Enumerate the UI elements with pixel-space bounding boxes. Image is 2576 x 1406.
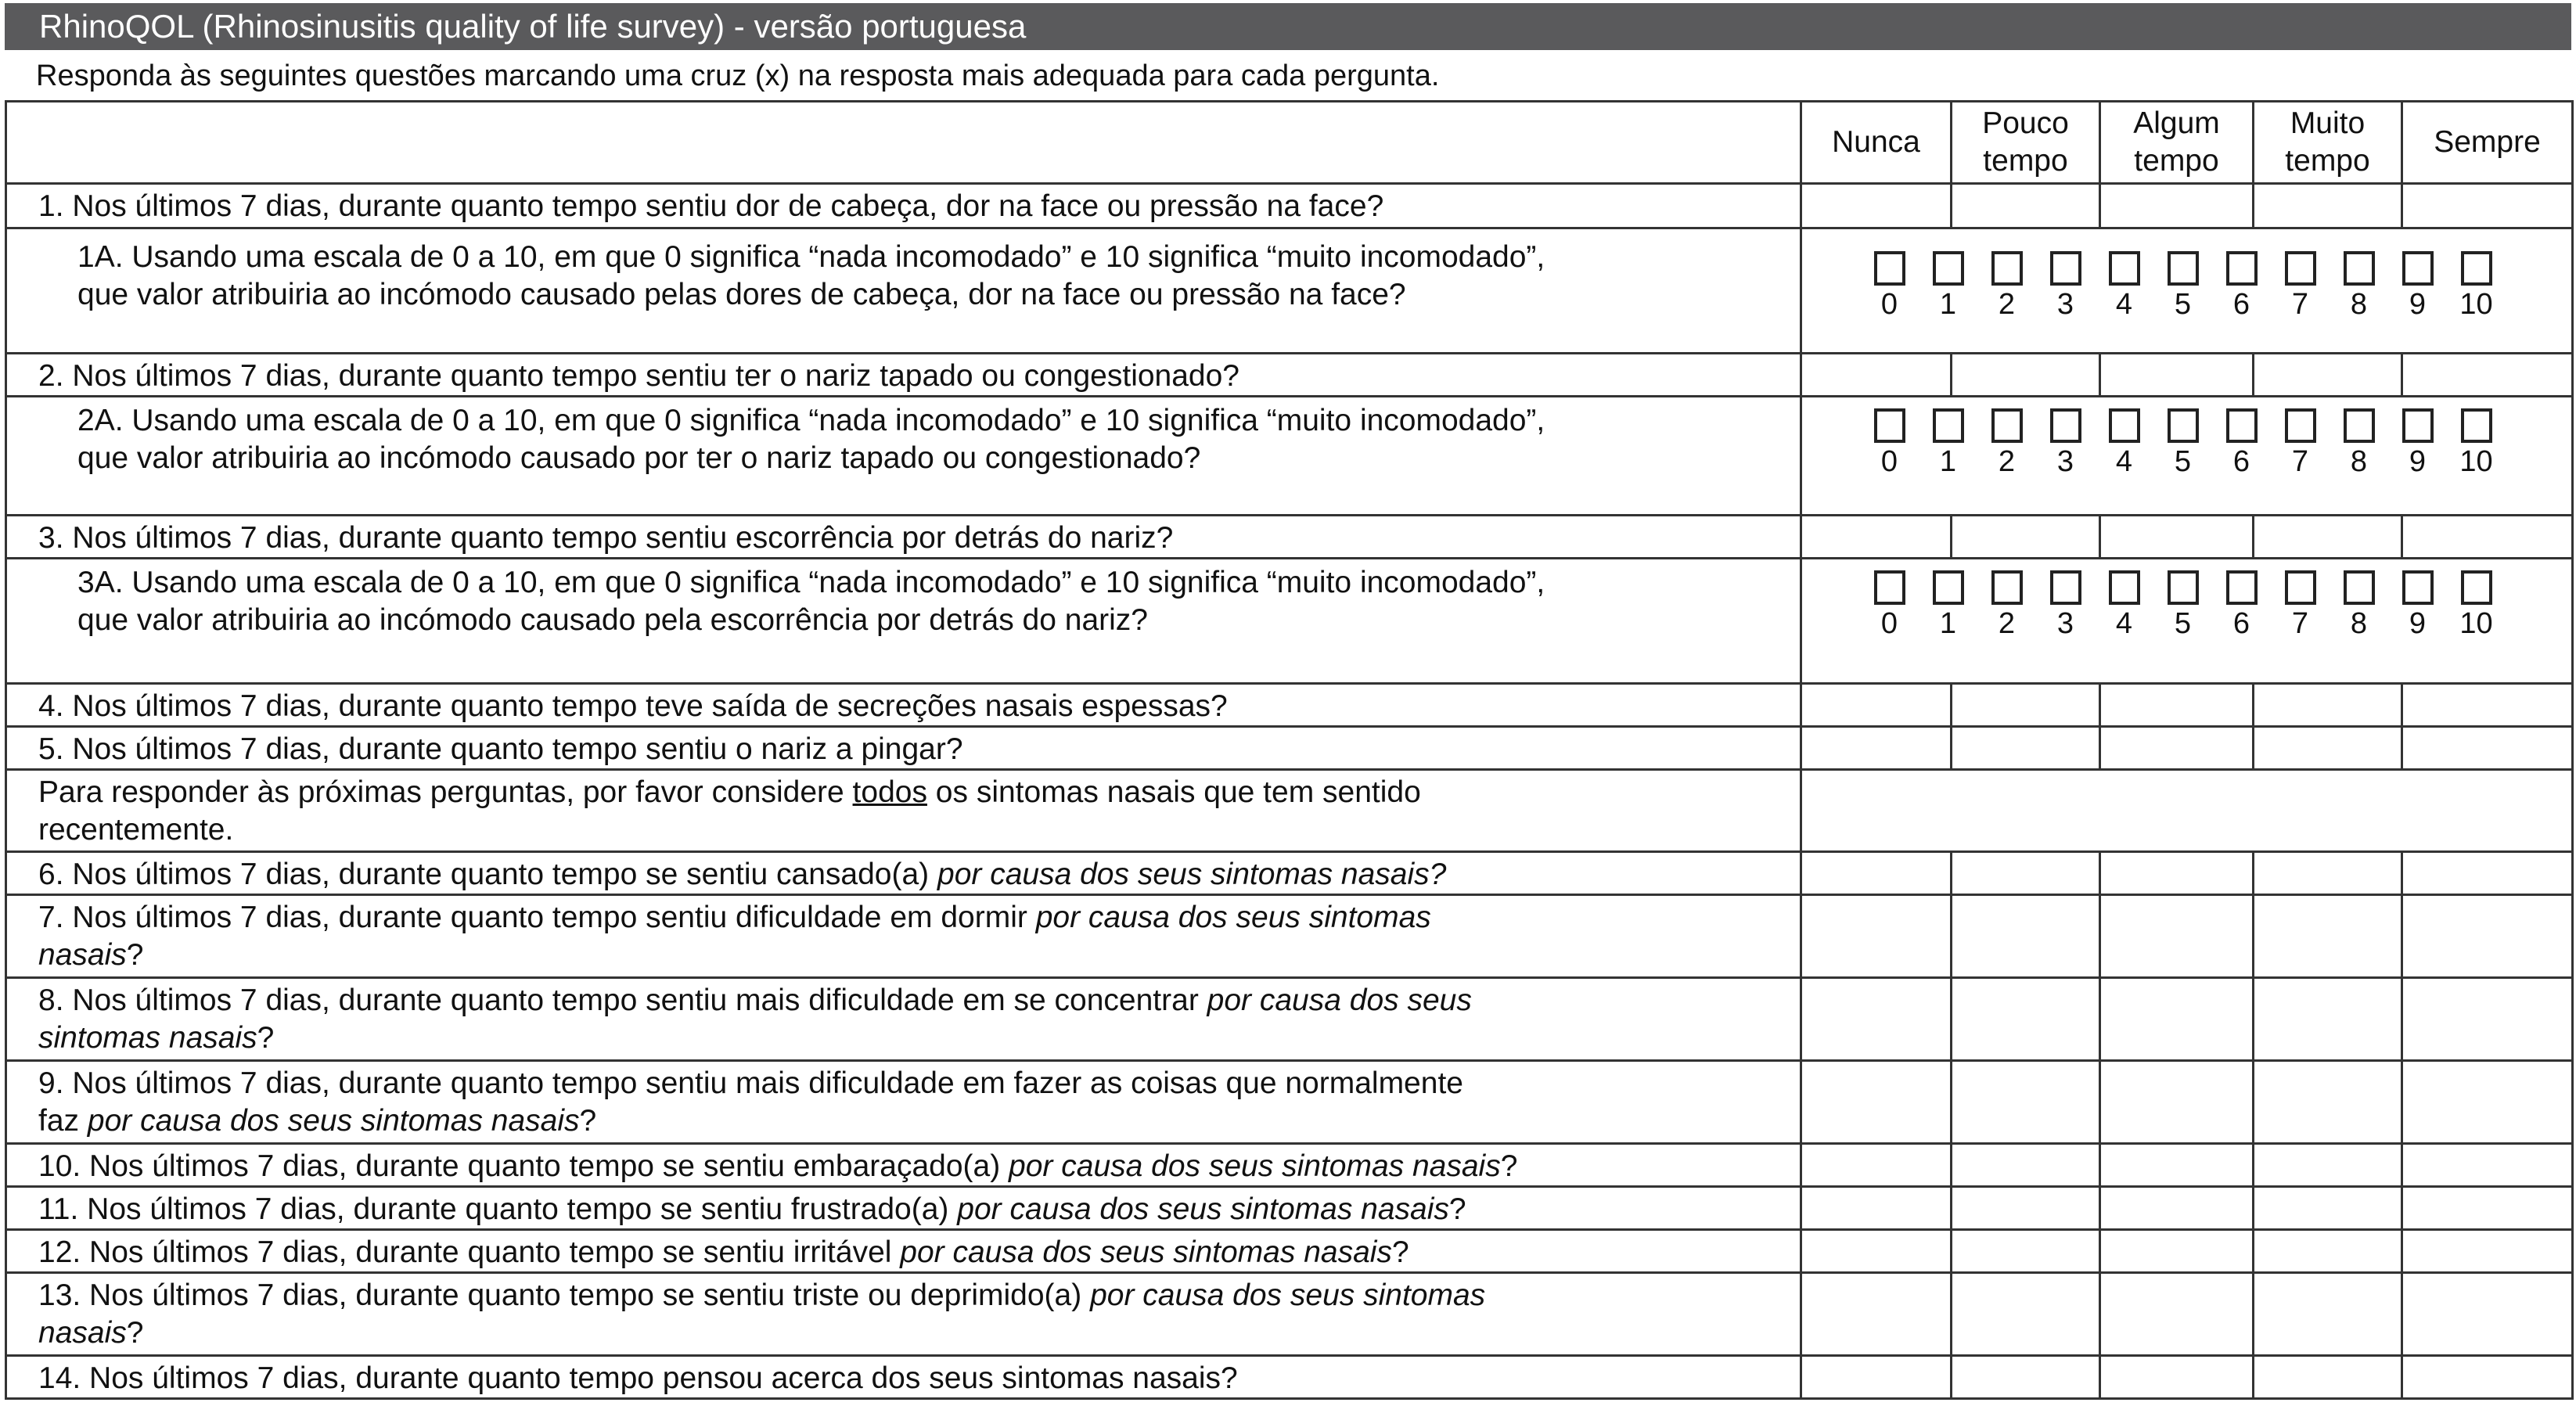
scale-value-label: 10 — [2459, 288, 2493, 321]
checkbox[interactable] — [2109, 408, 2140, 443]
underlined-word: todos — [852, 775, 927, 809]
scale-option[interactable] — [2036, 570, 2095, 641]
scale-value-label: 4 — [2115, 445, 2133, 478]
checkbox[interactable] — [1991, 251, 2023, 286]
answer-cell-muito-tempo[interactable] — [2254, 184, 2402, 228]
question-12-text: 12. Nos últimos 7 dias, durante quanto tempo se sentiu irritável por causa dos seus sintomas nasais? — [6, 1230, 1801, 1273]
checkbox[interactable] — [1991, 570, 2023, 605]
question-row-1a — [6, 228, 2573, 354]
answer-cell-nunca[interactable] — [1801, 1061, 1952, 1144]
answer-cell-pouco-tempo[interactable] — [1952, 184, 2100, 228]
answer-cell-sempre[interactable] — [2402, 852, 2573, 895]
answer-cell-pouco-tempo[interactable] — [1952, 852, 2100, 895]
checkbox[interactable] — [2226, 570, 2258, 605]
scale-value-label: 1 — [1939, 288, 1957, 321]
answer-cell-muito-tempo[interactable] — [2254, 1061, 2402, 1144]
checkbox[interactable] — [2402, 408, 2434, 443]
answer-cell-pouco-tempo[interactable] — [1952, 1273, 2100, 1356]
answer-cell-sempre[interactable] — [2402, 727, 2573, 770]
answer-cell-sempre[interactable] — [2402, 1144, 2573, 1187]
answer-cell-algum-tempo[interactable] — [2100, 184, 2254, 228]
answer-cell-nunca[interactable] — [1801, 1144, 1952, 1187]
question-6-text: 6. Nos últimos 7 dias, durante quanto tempo se sentiu cansado(a) por causa dos seus sintomas nasais? — [6, 852, 1801, 895]
instruction-row — [6, 770, 2573, 852]
scale-option[interactable] — [2212, 570, 2271, 641]
column-header-sempre: Sempre — [2402, 102, 2573, 184]
checkbox[interactable] — [2344, 251, 2375, 286]
answer-cell-muito-tempo[interactable] — [2254, 354, 2402, 397]
answer-cell-algum-tempo[interactable] — [2100, 852, 2254, 895]
checkbox[interactable] — [2109, 251, 2140, 286]
question-row-3a — [6, 559, 2573, 684]
scale-option[interactable] — [2447, 408, 2506, 479]
scale-value-label: 2 — [1998, 607, 2016, 640]
answer-cell-algum-tempo[interactable] — [2100, 1187, 2254, 1230]
scale-option[interactable] — [2153, 570, 2212, 641]
checkbox[interactable] — [2285, 251, 2316, 286]
scale-option[interactable] — [2330, 408, 2388, 479]
scale-option[interactable] — [2095, 251, 2153, 322]
scale-option[interactable] — [2271, 251, 2330, 322]
scale-option[interactable] — [2036, 408, 2095, 479]
answer-cell-muito-tempo[interactable] — [2254, 1273, 2402, 1356]
checkbox[interactable] — [2226, 408, 2258, 443]
rating-scale-2a — [1801, 397, 2573, 516]
scale-value-label: 3 — [2056, 607, 2074, 640]
answer-cell-algum-tempo[interactable] — [2100, 1356, 2254, 1399]
checkbox[interactable] — [1874, 251, 1905, 286]
checkbox[interactable] — [2226, 251, 2258, 286]
answer-cell-sempre[interactable] — [2402, 1187, 2573, 1230]
answer-cell-nunca[interactable] — [1801, 1187, 1952, 1230]
survey-title: RhinoQOL (Rhinosinusitis quality of life survey) - versão portuguesa — [5, 3, 2571, 50]
answer-cell-muito-tempo[interactable] — [2254, 1144, 2402, 1187]
answer-cell-muito-tempo[interactable] — [2254, 852, 2402, 895]
answer-cell-pouco-tempo[interactable] — [1952, 354, 2100, 397]
scale-value-label: 3 — [2056, 288, 2074, 321]
scale-value-label: 8 — [2350, 288, 2368, 321]
scale-option[interactable] — [2388, 251, 2447, 322]
checkbox[interactable] — [2050, 408, 2081, 443]
question-column-header — [6, 102, 1801, 184]
scale-value-label: 1 — [1939, 607, 1957, 640]
checkbox[interactable] — [2109, 570, 2140, 605]
answer-cell-sempre[interactable] — [2402, 184, 2573, 228]
scale-option[interactable] — [1860, 408, 1919, 479]
scale-option[interactable] — [2153, 408, 2212, 479]
answer-cell-sempre[interactable] — [2402, 1356, 2573, 1399]
checkbox[interactable] — [2461, 408, 2492, 443]
answer-cell-pouco-tempo[interactable] — [1952, 727, 2100, 770]
blank-cell — [1801, 770, 2573, 852]
checkbox[interactable] — [2285, 570, 2316, 605]
scale-option[interactable] — [1919, 408, 1977, 479]
question-2-text: 2. Nos últimos 7 dias, durante quanto tempo sentiu ter o nariz tapado ou congestionado? — [6, 354, 1801, 397]
instructions-text: Responda às seguintes questões marcando uma cruz (x) na resposta mais adequada para cada pergunta. — [36, 59, 1440, 92]
answer-cell-algum-tempo[interactable] — [2100, 895, 2254, 978]
answer-cell-algum-tempo[interactable] — [2100, 1273, 2254, 1356]
scale-value-label: 8 — [2350, 607, 2368, 640]
question-3-text: 3. Nos últimos 7 dias, durante quanto tempo sentiu escorrência por detrás do nariz? — [6, 516, 1801, 559]
scale-value-label: 0 — [1880, 288, 1898, 321]
scale-value-label: 5 — [2174, 607, 2192, 640]
answer-cell-nunca[interactable] — [1801, 727, 1952, 770]
checkbox[interactable] — [2461, 570, 2492, 605]
answer-cell-pouco-tempo[interactable] — [1952, 1356, 2100, 1399]
question-row-2a — [6, 397, 2573, 516]
scale-option[interactable] — [1860, 570, 1919, 641]
scale-option[interactable] — [2271, 408, 2330, 479]
question-1-text: 1. Nos últimos 7 dias, durante quanto tempo sentiu dor de cabeça, dor na face ou pressão na face? — [6, 184, 1801, 228]
scale-value-label: 6 — [2232, 288, 2250, 321]
scale-option[interactable] — [2330, 251, 2388, 322]
question-row-8 — [6, 978, 2573, 1061]
answer-cell-pouco-tempo[interactable] — [1952, 684, 2100, 727]
scale-value-label: 1 — [1939, 445, 1957, 478]
checkbox[interactable] — [1933, 408, 1964, 443]
question-row-11 — [6, 1187, 2573, 1230]
scale-option[interactable] — [2330, 570, 2388, 641]
scale-value-label: 0 — [1880, 445, 1898, 478]
answer-cell-algum-tempo[interactable] — [2100, 354, 2254, 397]
question-3a-text: 3A. Usando uma escala de 0 a 10, em que 0 significa “nada incomodado” e 10 significa “muito incomodado”, que valor atribuiria ao incómodo causado pela escorrência por detrás do nariz? — [6, 559, 1801, 684]
checkbox[interactable] — [1933, 251, 1964, 286]
answer-cell-muito-tempo[interactable] — [2254, 516, 2402, 559]
scale-value-label: 8 — [2350, 445, 2368, 478]
checkbox[interactable] — [2402, 251, 2434, 286]
scale-value-label: 7 — [2291, 607, 2309, 640]
answer-cell-nunca[interactable] — [1801, 1230, 1952, 1273]
checkbox[interactable] — [2285, 408, 2316, 443]
question-13-text: 13. Nos últimos 7 dias, durante quanto tempo se sentiu triste ou deprimido(a) por causa dos seus sintomas nasais? — [6, 1273, 1801, 1356]
scale-option[interactable] — [2212, 251, 2271, 322]
scale-value-label: 10 — [2459, 607, 2493, 640]
question-8-text: 8. Nos últimos 7 dias, durante quanto tempo sentiu mais dificuldade em se concentrar por causa dos seus sintomas nasais? — [6, 978, 1801, 1061]
checkbox[interactable] — [2168, 570, 2199, 605]
question-10-text: 10. Nos últimos 7 dias, durante quanto tempo se sentiu embaraçado(a) por causa dos seus sintomas nasais? — [6, 1144, 1801, 1187]
column-header-algum-tempo: Algum tempo — [2100, 102, 2254, 184]
answer-cell-muito-tempo[interactable] — [2254, 684, 2402, 727]
question-row-1 — [6, 184, 2573, 228]
checkbox[interactable] — [1874, 570, 1905, 605]
checkbox[interactable] — [2050, 251, 2081, 286]
answer-cell-pouco-tempo[interactable] — [1952, 895, 2100, 978]
question-4-text: 4. Nos últimos 7 dias, durante quanto tempo teve saída de secreções nasais espessas? — [6, 684, 1801, 727]
answer-cell-nunca[interactable] — [1801, 852, 1952, 895]
scale-option[interactable] — [2447, 570, 2506, 641]
answer-cell-nunca[interactable] — [1801, 978, 1952, 1061]
scale-value-label: 6 — [2232, 445, 2250, 478]
question-row-9 — [6, 1061, 2573, 1144]
answer-cell-nunca[interactable] — [1801, 1273, 1952, 1356]
answer-cell-algum-tempo[interactable] — [2100, 516, 2254, 559]
checkbox[interactable] — [2402, 570, 2434, 605]
checkbox[interactable] — [2344, 408, 2375, 443]
answer-cell-nunca[interactable] — [1801, 1356, 1952, 1399]
rating-scale-1a — [1801, 228, 2573, 354]
question-9-text: 9. Nos últimos 7 dias, durante quanto tempo sentiu mais dificuldade em fazer as coisas que normalmente faz por causa dos seus sintomas nasais? — [6, 1061, 1801, 1144]
question-row-13 — [6, 1273, 2573, 1356]
answer-cell-sempre[interactable] — [2402, 1230, 2573, 1273]
scale-option[interactable] — [2271, 570, 2330, 641]
answer-cell-sempre[interactable] — [2402, 1061, 2573, 1144]
checkbox[interactable] — [2168, 251, 2199, 286]
answer-cell-nunca[interactable] — [1801, 684, 1952, 727]
answer-cell-algum-tempo[interactable] — [2100, 684, 2254, 727]
scale-value-label: 4 — [2115, 607, 2133, 640]
question-row-7 — [6, 895, 2573, 978]
answer-cell-pouco-tempo[interactable] — [1952, 978, 2100, 1061]
checkbox[interactable] — [2050, 570, 2081, 605]
scale-value-label: 7 — [2291, 288, 2309, 321]
checkbox[interactable] — [2344, 570, 2375, 605]
answer-cell-nunca[interactable] — [1801, 354, 1952, 397]
answer-cell-pouco-tempo[interactable] — [1952, 516, 2100, 559]
answer-cell-algum-tempo[interactable] — [2100, 1144, 2254, 1187]
question-row-14 — [6, 1356, 2573, 1399]
answer-cell-pouco-tempo[interactable] — [1952, 1061, 2100, 1144]
column-header-nunca: Nunca — [1801, 102, 1952, 184]
rating-scale-3a — [1801, 559, 2573, 684]
scale-option[interactable] — [2095, 408, 2153, 479]
scale-value-label: 7 — [2291, 445, 2309, 478]
answer-cell-algum-tempo[interactable] — [2100, 1061, 2254, 1144]
answer-cell-muito-tempo[interactable] — [2254, 978, 2402, 1061]
scale-option[interactable] — [2388, 408, 2447, 479]
answer-cell-muito-tempo[interactable] — [2254, 1187, 2402, 1230]
scale-value-label: 9 — [2409, 288, 2427, 321]
scale-option[interactable] — [2095, 570, 2153, 641]
answer-cell-algum-tempo[interactable] — [2100, 1230, 2254, 1273]
scale-value-label: 5 — [2174, 288, 2192, 321]
question-14-text: 14. Nos últimos 7 dias, durante quanto tempo pensou acerca dos seus sintomas nasais? — [6, 1356, 1801, 1399]
scale-value-label: 2 — [1998, 445, 2016, 478]
answer-cell-muito-tempo[interactable] — [2254, 1356, 2402, 1399]
scale-option[interactable] — [1977, 570, 2036, 641]
scale-value-label: 9 — [2409, 445, 2427, 478]
answer-cell-nunca[interactable] — [1801, 895, 1952, 978]
answer-cell-muito-tempo[interactable] — [2254, 727, 2402, 770]
question-11-text: 11. Nos últimos 7 dias, durante quanto tempo se sentiu frustrado(a) por causa dos seus sintomas nasais? — [6, 1187, 1801, 1230]
scale-option[interactable] — [1977, 408, 2036, 479]
answer-cell-sempre[interactable] — [2402, 684, 2573, 727]
scale-option[interactable] — [2036, 251, 2095, 322]
answer-cell-muito-tempo[interactable] — [2254, 1230, 2402, 1273]
answer-cell-nunca[interactable] — [1801, 516, 1952, 559]
question-row-6 — [6, 852, 2573, 895]
question-5-text: 5. Nos últimos 7 dias, durante quanto tempo sentiu o nariz a pingar? — [6, 727, 1801, 770]
scale-value-label: 5 — [2174, 445, 2192, 478]
answer-cell-algum-tempo[interactable] — [2100, 978, 2254, 1061]
checkbox[interactable] — [1991, 408, 2023, 443]
question-row-10 — [6, 1144, 2573, 1187]
scale-value-label: 10 — [2459, 445, 2493, 478]
scale-option[interactable] — [2447, 251, 2506, 322]
scale-option[interactable] — [2153, 251, 2212, 322]
scale-value-label: 6 — [2232, 607, 2250, 640]
scale-option[interactable] — [1919, 570, 1977, 641]
scale-value-label: 9 — [2409, 607, 2427, 640]
checkbox[interactable] — [1874, 408, 1905, 443]
answer-cell-sempre[interactable] — [2402, 516, 2573, 559]
answer-cell-sempre[interactable] — [2402, 354, 2573, 397]
scale-value-label: 4 — [2115, 288, 2133, 321]
answer-cell-sempre[interactable] — [2402, 895, 2573, 978]
answer-cell-pouco-tempo[interactable] — [1952, 1230, 2100, 1273]
header-row — [6, 102, 2573, 184]
scale-option[interactable] — [1919, 251, 1977, 322]
answer-cell-pouco-tempo[interactable] — [1952, 1144, 2100, 1187]
question-row-5 — [6, 727, 2573, 770]
scale-option[interactable] — [1860, 251, 1919, 322]
questionnaire-table — [5, 100, 2574, 1400]
answer-cell-algum-tempo[interactable] — [2100, 727, 2254, 770]
answer-cell-nunca[interactable] — [1801, 184, 1952, 228]
question-row-3 — [6, 516, 2573, 559]
scale-option[interactable] — [2212, 408, 2271, 479]
checkbox[interactable] — [2461, 251, 2492, 286]
question-row-12 — [6, 1230, 2573, 1273]
answer-cell-pouco-tempo[interactable] — [1952, 1187, 2100, 1230]
question-2a-text: 2A. Usando uma escala de 0 a 10, em que 0 significa “nada incomodado” e 10 significa “muito incomodado”, que valor atribuiria ao incómodo causado por ter o nariz tapado ou congestionado? — [6, 397, 1801, 516]
scale-value-label: 3 — [2056, 445, 2074, 478]
question-row-2 — [6, 354, 2573, 397]
checkbox[interactable] — [2168, 408, 2199, 443]
answer-cell-muito-tempo[interactable] — [2254, 895, 2402, 978]
checkbox[interactable] — [1933, 570, 1964, 605]
column-header-pouco-tempo: Pouco tempo — [1952, 102, 2100, 184]
scale-value-label: 2 — [1998, 288, 2016, 321]
question-1a-text: 1A. Usando uma escala de 0 a 10, em que 0 significa “nada incomodado” e 10 significa “muito incomodado”, que valor atribuiria ao incómodo causado pelas dores de cabeça, dor na face ou pressão na face? — [6, 228, 1801, 354]
scale-value-label: 0 — [1880, 607, 1898, 640]
scale-option[interactable] — [1977, 251, 2036, 322]
question-7-text: 7. Nos últimos 7 dias, durante quanto tempo sentiu dificuldade em dormir por causa dos seus sintomas nasais? — [6, 895, 1801, 978]
question-row-4 — [6, 684, 2573, 727]
scale-option[interactable] — [2388, 570, 2447, 641]
consider-all-symptoms-note: Para responder às próximas perguntas, por favor considere todos os sintomas nasais que tem sentido recentemente. — [6, 770, 1801, 852]
answer-cell-sempre[interactable] — [2402, 1273, 2573, 1356]
column-header-muito-tempo: Muito tempo — [2254, 102, 2402, 184]
answer-cell-sempre[interactable] — [2402, 978, 2573, 1061]
